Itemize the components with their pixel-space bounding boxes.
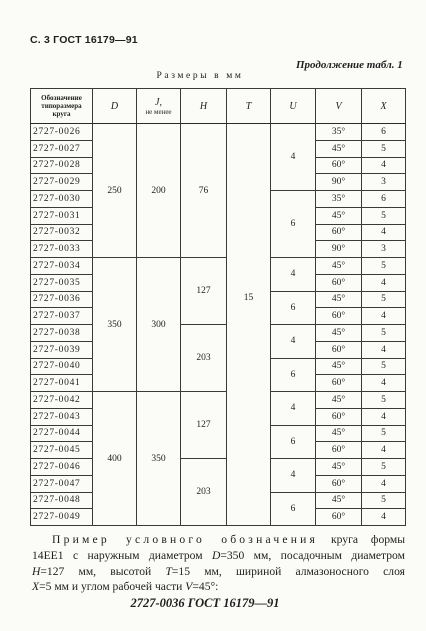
column-header-j — [137, 89, 181, 124]
cell-designation: 2727-0035 — [31, 274, 93, 291]
cell-v: 45° — [316, 291, 362, 308]
cell-v: 45° — [316, 140, 362, 157]
cell-v: 60° — [316, 442, 362, 459]
column-header-designation: Обозначение типоразмера круга — [31, 89, 93, 124]
column-header-t: T — [227, 89, 271, 124]
cell-j: 350 — [137, 392, 181, 526]
cell-designation: 2727-0034 — [31, 258, 93, 275]
cell-x: 5 — [362, 358, 406, 375]
cell-x: 3 — [362, 174, 406, 191]
cell-x: 5 — [362, 258, 406, 275]
cell-designation: 2727-0041 — [31, 375, 93, 392]
example-text: =127 мм, высотой — [40, 564, 152, 578]
example-variable: T — [165, 564, 172, 578]
cell-d: 350 — [93, 258, 137, 392]
example-text: круга формы — [331, 533, 405, 546]
cell-v: 45° — [316, 492, 362, 509]
cell-v: 45° — [316, 325, 362, 342]
column-header-h: H — [181, 89, 227, 124]
cell-v: 60° — [316, 341, 362, 358]
units-caption: Размеры в мм — [156, 71, 244, 81]
cell-x: 3 — [362, 241, 406, 258]
cell-v: 45° — [316, 392, 362, 409]
page-header: С. 3 ГОСТ 16179—91 — [30, 34, 138, 46]
cell-v: 35° — [316, 124, 362, 141]
column-header-j-symbol: J, — [155, 96, 162, 108]
cell-v: 45° — [316, 425, 362, 442]
cell-u: 6 — [271, 358, 316, 392]
cell-u: 4 — [271, 124, 316, 191]
cell-v: 60° — [316, 509, 362, 526]
example-text: =350 мм, посадочным диаметром — [220, 548, 405, 562]
cell-x: 5 — [362, 207, 406, 224]
example-variable: D — [211, 548, 221, 562]
cell-v: 90° — [316, 241, 362, 258]
cell-u: 4 — [271, 258, 316, 292]
cell-x: 4 — [362, 157, 406, 174]
table-continuation-label: Продолжение табл. 1 — [296, 59, 403, 71]
example-text: =5 мм и углом рабочей части — [39, 580, 183, 594]
cell-designation: 2727-0033 — [31, 241, 93, 258]
cell-h: 203 — [181, 325, 227, 392]
cell-designation: 2727-0036 — [31, 291, 93, 308]
cell-x: 4 — [362, 475, 406, 492]
cell-designation: 2727-0044 — [31, 425, 93, 442]
cell-x: 5 — [362, 425, 406, 442]
table-row — [31, 459, 406, 476]
cell-v: 60° — [316, 157, 362, 174]
table-body — [31, 124, 406, 526]
cell-designation: 2727-0049 — [31, 509, 93, 526]
cell-designation: 2727-0042 — [31, 392, 93, 409]
column-header-v: V — [316, 89, 362, 124]
cell-x: 5 — [362, 492, 406, 509]
table-row — [31, 392, 406, 409]
cell-designation: 2727-0039 — [31, 341, 93, 358]
example-text: 14EE1 с наружным диаметром — [32, 548, 203, 562]
example-text: =15 мм, шириной алмазоносного слоя — [171, 564, 405, 578]
table-header-row — [31, 89, 406, 124]
cell-h: 127 — [181, 258, 227, 325]
cell-u: 4 — [271, 325, 316, 359]
cell-v: 60° — [316, 308, 362, 325]
cell-v: 45° — [316, 459, 362, 476]
cell-designation: 2727-0046 — [31, 459, 93, 476]
column-header-x: X — [362, 89, 406, 124]
cell-designation: 2727-0028 — [31, 157, 93, 174]
cell-designation: 2727-0032 — [31, 224, 93, 241]
cell-x: 6 — [362, 124, 406, 141]
table-row — [31, 325, 406, 342]
cell-x: 4 — [362, 442, 406, 459]
cell-v: 60° — [316, 475, 362, 492]
cell-designation: 2727-0031 — [31, 207, 93, 224]
cell-u: 4 — [271, 459, 316, 493]
cell-x: 5 — [362, 140, 406, 157]
example-line — [32, 564, 405, 580]
cell-x: 4 — [362, 509, 406, 526]
cell-x: 4 — [362, 224, 406, 241]
cell-j: 300 — [137, 258, 181, 392]
cell-x: 5 — [362, 459, 406, 476]
example-line — [32, 579, 405, 595]
cell-designation: 2727-0027 — [31, 140, 93, 157]
cell-x: 6 — [362, 191, 406, 208]
cell-t: 15 — [227, 124, 271, 526]
cell-x: 4 — [362, 274, 406, 291]
cell-v: 90° — [316, 174, 362, 191]
example-lead: Пример условного обозначения — [52, 533, 319, 546]
example-line — [32, 548, 405, 564]
cell-d: 250 — [93, 124, 137, 258]
cell-v: 60° — [316, 408, 362, 425]
cell-u: 6 — [271, 191, 316, 258]
cell-u: 6 — [271, 291, 316, 325]
cell-designation: 2727-0045 — [31, 442, 93, 459]
column-header-u: U — [271, 89, 316, 124]
cell-h: 76 — [181, 124, 227, 258]
cell-x: 5 — [362, 291, 406, 308]
example-variable: H — [32, 564, 41, 578]
cell-h: 203 — [181, 459, 227, 526]
cell-u: 4 — [271, 392, 316, 426]
cell-designation: 2727-0043 — [31, 408, 93, 425]
cell-h: 127 — [181, 392, 227, 459]
cell-x: 4 — [362, 375, 406, 392]
cell-designation: 2727-0026 — [31, 124, 93, 141]
cell-u: 6 — [271, 425, 316, 459]
cell-v: 60° — [316, 274, 362, 291]
example-text: =45°: — [192, 580, 219, 594]
table-row — [31, 124, 406, 141]
cell-x: 4 — [362, 341, 406, 358]
cell-v: 45° — [316, 358, 362, 375]
cell-designation: 2727-0030 — [31, 191, 93, 208]
example-designation: 2727-0036 ГОСТ 16179—91 — [130, 596, 280, 610]
cell-v: 45° — [316, 258, 362, 275]
cell-designation: 2727-0037 — [31, 308, 93, 325]
cell-designation: 2727-0038 — [31, 325, 93, 342]
example-variable: V — [185, 580, 193, 594]
cell-designation: 2727-0047 — [31, 475, 93, 492]
example-line — [32, 532, 405, 548]
cell-x: 4 — [362, 408, 406, 425]
cell-v: 60° — [316, 224, 362, 241]
cell-designation: 2727-0040 — [31, 358, 93, 375]
cell-v: 45° — [316, 207, 362, 224]
table-row — [31, 258, 406, 275]
cell-x: 5 — [362, 392, 406, 409]
cell-designation: 2727-0029 — [31, 174, 93, 191]
dimensions-table — [30, 88, 406, 526]
cell-v: 60° — [316, 375, 362, 392]
column-header-j-note: не менее — [145, 107, 172, 116]
cell-x: 5 — [362, 325, 406, 342]
cell-x: 4 — [362, 308, 406, 325]
example-variable: X — [32, 580, 40, 594]
cell-designation: 2727-0048 — [31, 492, 93, 509]
cell-u: 6 — [271, 492, 316, 526]
example-paragraph — [32, 532, 405, 595]
column-header-d: D — [93, 89, 137, 124]
cell-j: 200 — [137, 124, 181, 258]
cell-v: 35° — [316, 191, 362, 208]
cell-d: 400 — [93, 392, 137, 526]
